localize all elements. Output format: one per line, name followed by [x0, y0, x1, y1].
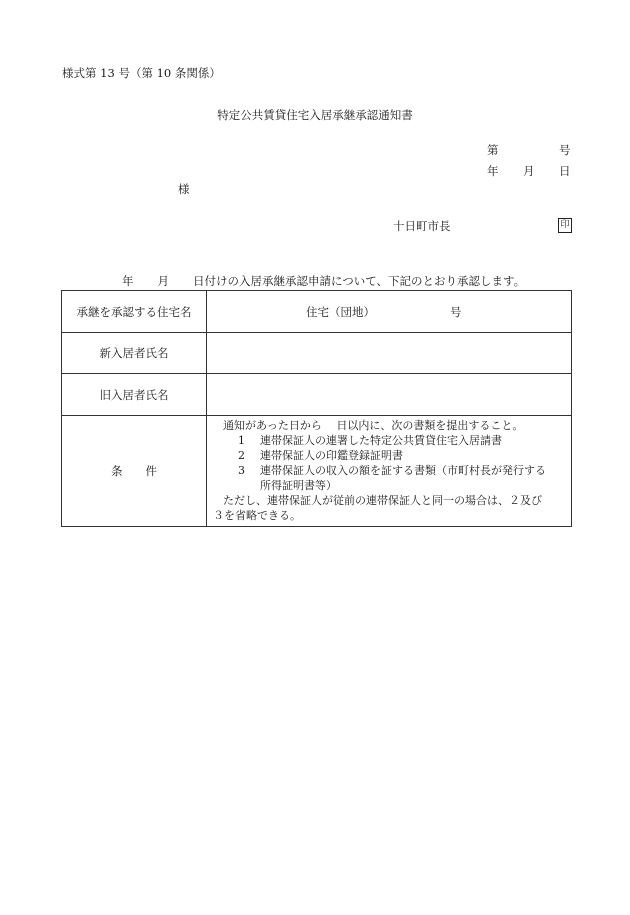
table-row	[62, 374, 572, 416]
housing-name-cell[interactable]	[207, 291, 572, 333]
form-number-label: 様式第 13 号（第 10 条関係）	[62, 66, 221, 80]
list-item: 3 連帯保証人の収入の額を証する書類（市町村長が発行する	[238, 464, 546, 477]
doc-number-prefix: 第	[487, 143, 499, 157]
addressee-suffix: 様	[178, 182, 190, 196]
table-row	[62, 333, 572, 374]
list-item: 1 連帯保証人の連署した特定公共賃貸住宅入居請書	[238, 434, 502, 447]
body-text: 日付けの入居承継承認申請について、下記のとおり承認します。	[193, 274, 526, 288]
table-row	[62, 416, 572, 527]
issuer-name: 十日町市長	[393, 219, 451, 233]
housing-number-suffix: 号	[450, 305, 462, 319]
old-resident-label: 旧入居者氏名	[62, 374, 207, 416]
old-resident-cell[interactable]	[207, 374, 572, 416]
approval-table	[61, 290, 572, 527]
new-resident-label: 新入居者氏名	[62, 333, 207, 374]
conditions-note-cont: ３を省略できる。	[213, 509, 301, 522]
body-month-label: 月	[157, 274, 169, 288]
table-row	[62, 291, 572, 333]
seal-mark: 印	[558, 218, 572, 233]
conditions-label: 条 件	[62, 416, 207, 527]
date-day-label: 日	[559, 164, 571, 178]
doc-number-suffix: 号	[559, 143, 571, 157]
new-resident-cell[interactable]	[207, 333, 572, 374]
conditions-intro: 通知があった日から 日以内に、次の書類を提出すること。	[223, 419, 524, 432]
list-item: 2 連帯保証人の印鑑登録証明書	[238, 449, 403, 462]
document-title: 特定公共賃貸住宅入居承継承認通知書	[217, 108, 413, 122]
date-year-label: 年	[487, 164, 499, 178]
body-sentence	[122, 274, 525, 288]
body-year-label: 年	[122, 274, 134, 288]
conditions-cell	[207, 416, 572, 527]
housing-word: 住宅（団地）	[306, 305, 375, 319]
date-month-label: 月	[523, 164, 535, 178]
conditions-note: ただし、連帯保証人が従前の連帯保証人と同一の場合は、２及び	[223, 494, 542, 507]
housing-name-label: 承継を承認する住宅名	[62, 291, 207, 333]
list-item-continuation: 所得証明書等）	[260, 479, 337, 492]
